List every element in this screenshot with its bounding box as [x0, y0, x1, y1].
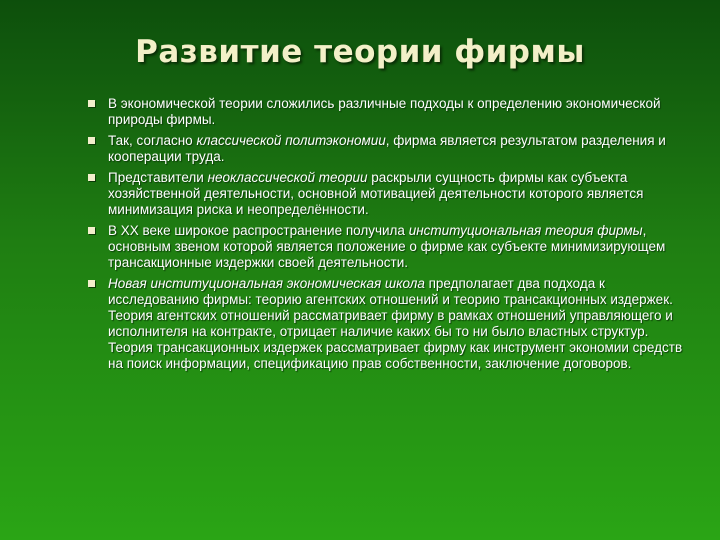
bullet-list — [88, 96, 688, 377]
bullet-text: Так, согласно — [108, 133, 197, 148]
bullet-text: В экономической теории сложились различные подходы к определению экономической природы фирмы. — [108, 96, 661, 127]
bullet-emphasis: институциональная теория фирмы — [408, 223, 643, 238]
bullet-text: раскрыли сущность фирмы как субъекта хозяйственной деятельности, основной мотивацией деятельности которого является минимизация риска и неопределённости. — [108, 170, 644, 217]
square-bullet-icon — [88, 227, 95, 234]
square-bullet-icon — [88, 174, 95, 181]
bullet-text: , фирма является результатом разделения и кооперации труда. — [108, 133, 666, 164]
bullet-emphasis: неоклассической теории — [207, 170, 368, 185]
bullet-text: , основным звеном которой является положение о фирме как субъекте минимизирующем трансакционные издержки своей деятельности. — [108, 223, 666, 270]
bullet-text: В XX веке широкое распространение получила — [108, 223, 409, 238]
slide-title: Развитие теории фирмы — [135, 34, 585, 70]
bullet-item — [88, 170, 688, 218]
square-bullet-icon — [88, 280, 95, 287]
bullet-item — [88, 276, 688, 372]
bullet-emphasis: классической политэкономии — [196, 133, 386, 148]
bullet-emphasis: Новая институциональная экономическая школа — [108, 276, 425, 291]
bullet-item — [88, 223, 688, 271]
bullet-text: Представители — [108, 170, 208, 185]
square-bullet-icon — [88, 137, 95, 144]
bullet-text: предполагает два подхода к исследованию фирмы: теорию агентских отношений и теорию трансакционных издержек. Теория агентских отношений рассматривает фирму в рамках отношений управляющего и исполнителя на контракте, отрицает наличие каких бы то ни было властных структур. Теория трансакционных издержек рассматривает фирму как инструмент экономии средств на поиск информации, спецификацию прав собственности, заключение договоров. — [108, 276, 683, 371]
bullet-item — [88, 96, 688, 128]
bullet-item — [88, 133, 688, 165]
square-bullet-icon — [88, 100, 95, 107]
